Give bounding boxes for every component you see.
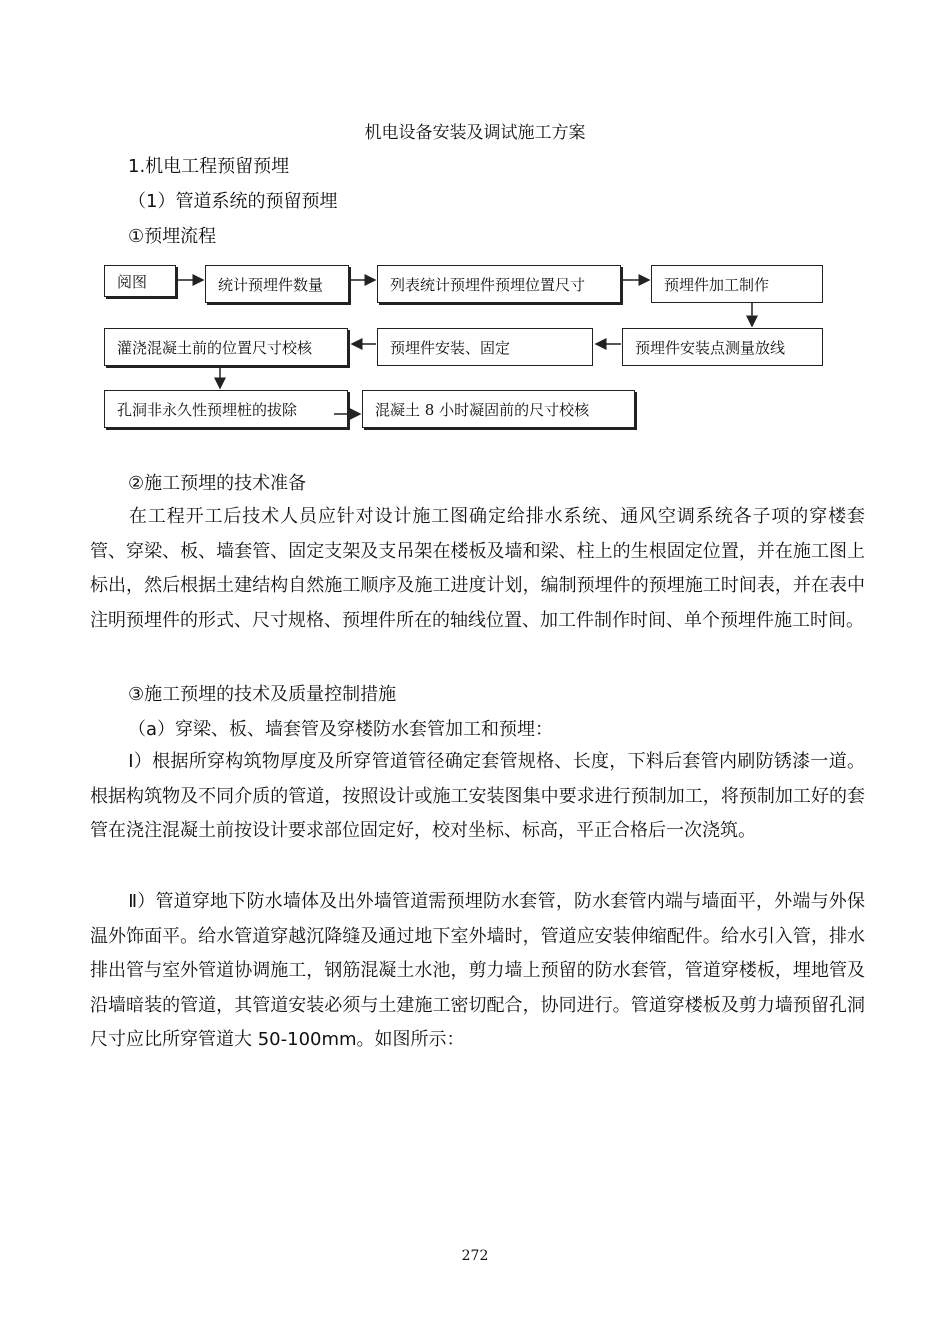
flow-box-read-drawings: 阅图 bbox=[104, 265, 176, 297]
flow-box-remove-stakes: 孔洞非永久性预埋桩的拔除 bbox=[104, 390, 348, 428]
section-heading-1: 1.机电工程预留预埋 bbox=[128, 156, 290, 177]
paragraph-2 bbox=[90, 745, 865, 849]
section-heading-2: （1）管道系统的预留预埋 bbox=[128, 191, 338, 212]
page-number: 272 bbox=[461, 1248, 489, 1264]
flow-box-survey: 预埋件安装点测量放线 bbox=[622, 328, 823, 366]
paragraph-3-text: Ⅱ）管道穿地下防水墙体及出外墙管道需预埋防水套管，防水套管内端与墙面平，外端与外保温外饰面平。给水管道穿越沉降缝及通过地下室外墙时，管道应安装伸缩配件。给水引入管，排水排出管与室外管道协调施工，钢筋混凝土水池，剪力墙上预留的防水套管，管道穿楼板，埋地管及沿墙暗装的管道，其管道安装必须与土建施工密切配合，协同进行。管道穿楼板及剪力墙预留孔洞尺寸应比所穿管道大 50-100mm。如图所示： bbox=[90, 891, 865, 1050]
flow-box-check-8h: 混凝土 8 小时凝固前的尺寸校核 bbox=[362, 390, 635, 428]
section-heading-6: （a）穿梁、板、墙套管及穿楼防水套管加工和预埋： bbox=[128, 719, 554, 740]
flow-box-count-parts: 统计预埋件数量 bbox=[205, 265, 349, 303]
flow-box-check-before-pour: 灌浇混凝土前的位置尺寸校核 bbox=[104, 328, 348, 366]
section-heading-4: ②施工预埋的技术准备 bbox=[128, 473, 307, 494]
page-title: 机电设备安装及调试施工方案 bbox=[364, 123, 586, 143]
paragraph-2-text: Ⅰ）根据所穿构筑物厚度及所穿管道管径确定套管规格、长度，下料后套管内刷防锈漆一道。根据构筑物及不同介质的管道，按照设计或施工安装图集中要求进行预制加工，将预制加工好的套管在浇注混凝土前按设计要求部位固定好，校对坐标、标高，平正合格后一次浇筑。 bbox=[90, 751, 865, 841]
paragraph-1-text: 在工程开工后技术人员应针对设计施工图确定给排水系统、通风空调系统各子项的穿楼套管、穿梁、板、墙套管、固定支架及支吊架在楼板及墙和梁、柱上的生根固定位置，并在施工图上标出，然后根据土建结构自然施工顺序及施工进度计划，编制预埋件的预埋施工时间表，并在表中注明预埋件的形式、尺寸规格、预埋件所在的轴线位置、加工件制作时间、单个预埋件施工时间。 bbox=[90, 506, 865, 631]
flow-box-fabrication: 预埋件加工制作 bbox=[651, 265, 823, 303]
flow-arrows bbox=[0, 0, 950, 450]
paragraph-1 bbox=[90, 500, 865, 638]
section-heading-3: ①预埋流程 bbox=[128, 226, 217, 247]
flow-box-list-positions: 列表统计预埋件预埋位置尺寸 bbox=[377, 265, 621, 303]
paragraph-3 bbox=[90, 885, 865, 1058]
section-heading-5: ③施工预埋的技术及质量控制措施 bbox=[128, 684, 397, 705]
flow-box-install-fix: 预埋件安装、固定 bbox=[377, 328, 593, 366]
